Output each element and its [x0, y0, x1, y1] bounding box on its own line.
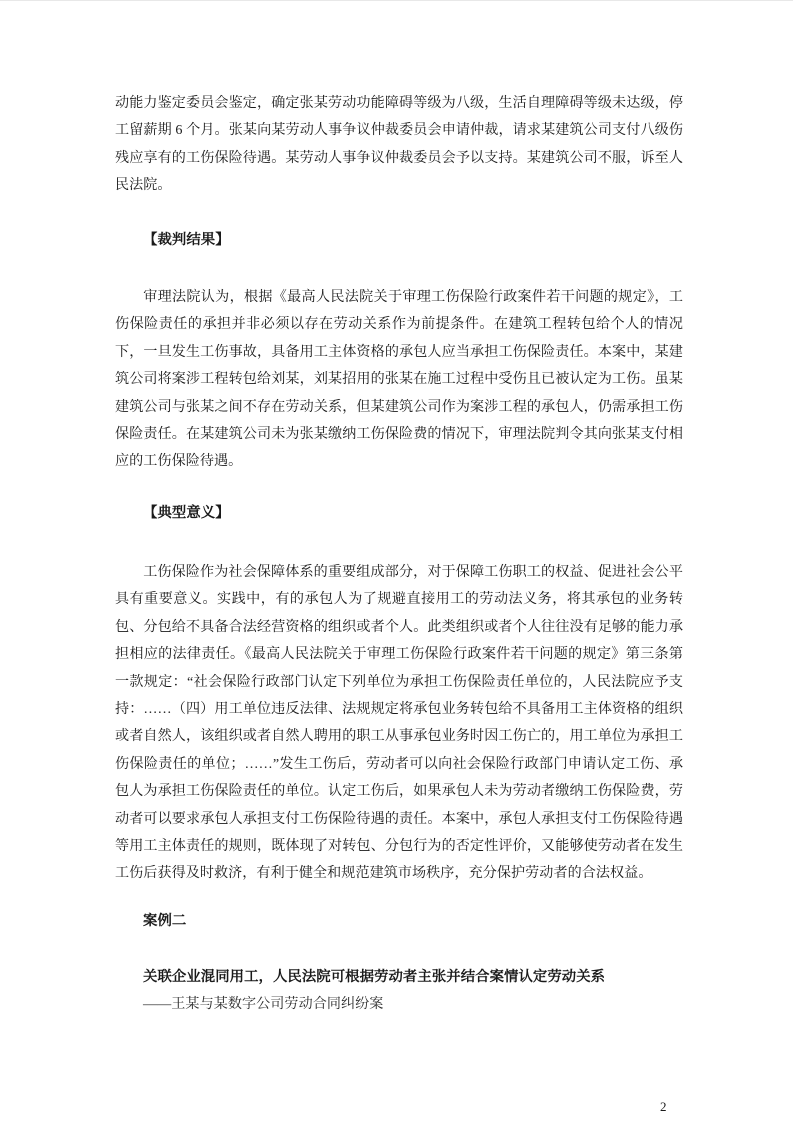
- continuation-paragraph: 动能力鉴定委员会鉴定，确定张某劳动功能障碍等级为八级，生活自理障碍等级未达级，停工留薪期 6 个月。张某向某劳动人事争议仲裁委员会申请仲裁，请求某建筑公司支付八级伤残应享有的工伤保险待遇。某劳动人事争议仲裁委员会予以支持。某建筑公司不服，诉至人民法院。: [115, 95, 683, 194]
- case-two-title-block: [115, 964, 711, 1017]
- typical-significance-paragraph: 工伤保险作为社会保障体系的重要组成部分，对于保障工伤职工的权益、促进社会公平具有重要意义。实践中，有的承包人为了规避直接用工的劳动法义务，将其承包的业务转包、分包给不具备合法经营资格的组织或者个人。此类组织或者个人往往没有足够的能力承担相应的法律责任。《最高人民法院关于审理工伤保险行政案件若干问题的规定》第三条第一款规定：“社会保险行政部门认定下列单位为承担工伤保险责任单位的，人民法院应予支持：……（四）用工单位违反法律、法规规定将承包业务转包给不具备用工主体资格的组织或者自然人，该组织或者自然人聘用的职工从事承包业务时因工伤亡的，用工单位为承担工伤保险责任的单位；……”发生工伤后，劳动者可以向社会保险行政部门申请认定工伤、承包人为承担工伤保险责任的单位。认定工伤后，如果承包人未为劳动者缴纳工伤保险费，劳动者可以要求承包人承担支付工伤保险待遇的责任。本案中，承包人承担支付工伤保险待遇等用工主体责任的规则，既体现了对转包、分包行为的否定性评价，又能够使劳动者在发生工伤后获得及时救济，有利于健全和规范建筑市场秩序，充分保护劳动者的合法权益。: [115, 564, 683, 882]
- case-two-title: 关联企业混同用工，人民法院可根据劳动者主张并结合案情认定劳动关系: [143, 969, 606, 985]
- typical-significance-heading: 【典型意义】: [143, 505, 230, 521]
- page-number: 2: [660, 1099, 667, 1114]
- case-two-subtitle: ——王某与某数字公司劳动合同纠纷案: [143, 995, 384, 1012]
- case-two-label: 案例二: [143, 913, 187, 929]
- judgment-result-heading: 【裁判结果】: [143, 232, 230, 248]
- judgment-result-paragraph: 审理法院认为，根据《最高人民法院关于审理工伤保险行政案件若干问题的规定》，工伤保险责任的承担并非必须以存在劳动关系作为前提条件。在建筑工程转包给个人的情况下，一旦发生工伤事故，具备用工主体资格的承包人应当承担工伤保险责任。本案中，某建筑公司将案涉工程转包给刘某，刘某招用的张某在施工过程中受伤且已被认定为工伤。虽某建筑公司与张某之间不存在劳动关系，但某建筑公司作为案涉工程的承包人，仍需承担工伤保险责任。在某建筑公司未为张某缴纳工伤保险费的情况下，审理法院判令其向张某支付相应的工伤保险待遇。: [115, 289, 683, 470]
